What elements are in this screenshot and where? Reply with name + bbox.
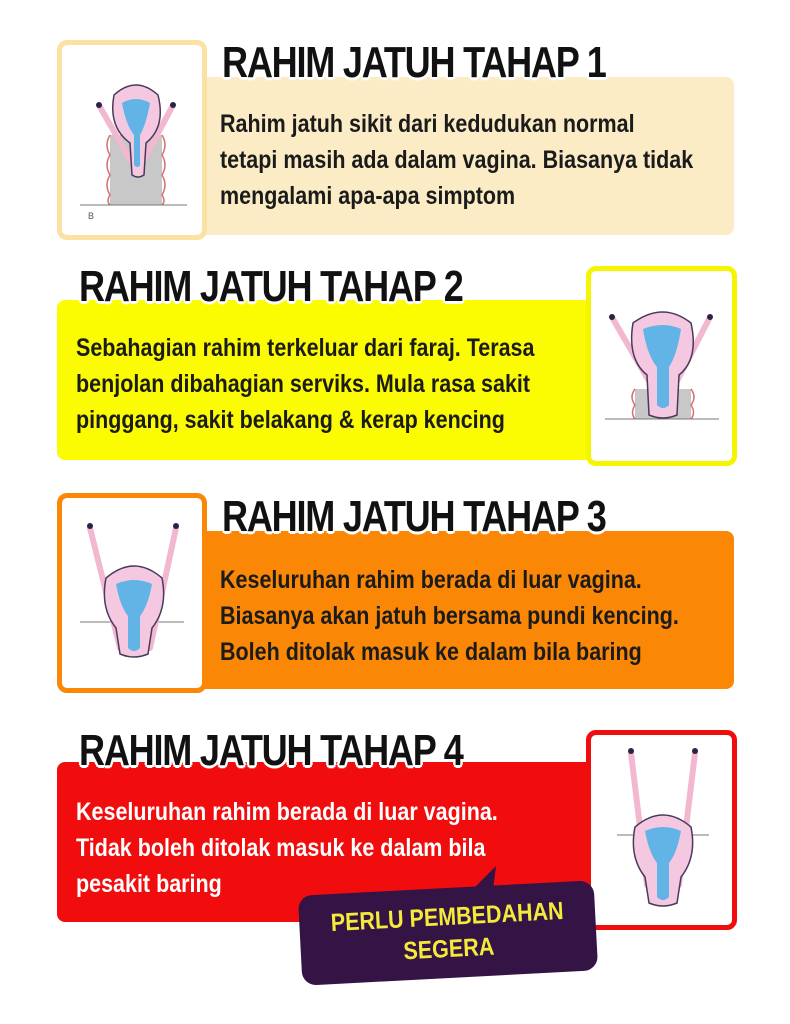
stage-2-title: RAHIM JATUH TAHAP 2	[79, 262, 463, 311]
stage-4-illustration-frame	[586, 730, 737, 930]
stage-3-illustration-frame	[57, 493, 207, 693]
stage-3-line-3: Boleh ditolak masuk ke dalam bila baring	[220, 638, 642, 666]
uterus-stage-3-icon	[62, 498, 202, 688]
stage-1-description	[220, 106, 693, 214]
stage-1-line-1: Rahim jatuh sikit dari kedudukan normal	[220, 110, 635, 138]
badge-line-2: SEGERA	[402, 932, 495, 966]
stage-3-line-2: Biasanya akan jatuh bersama pundi kencing.	[220, 602, 679, 630]
stage-2-description	[76, 330, 534, 438]
stage-4-line-3: pesakit baring	[76, 870, 222, 898]
stage-3-title: RAHIM JATUH TAHAP 3	[222, 492, 606, 541]
stage-1-title: RAHIM JATUH TAHAP 1	[222, 38, 606, 87]
stage-2-line-2: benjolan dibahagian serviks. Mula rasa sakit	[76, 370, 531, 398]
stage-3-description	[220, 562, 679, 670]
uterus-stage-2-icon	[591, 271, 732, 461]
stage-2-line-3: pinggang, sakit belakang & kerap kencing	[76, 406, 505, 434]
stage-2-line-1: Sebahagian rahim terkeluar dari faraj. Terasa	[76, 334, 535, 362]
uterus-stage-1-icon	[62, 45, 202, 235]
urgent-surgery-badge	[298, 880, 598, 985]
uterus-stage-4-icon	[591, 735, 732, 925]
stage-4-line-2: Tidak boleh ditolak masuk ke dalam bila	[76, 834, 486, 862]
badge-line-1: PERLU PEMBEDAHAN	[330, 896, 565, 938]
stage-4-line-1: Keseluruhan rahim berada di luar vagina.	[76, 798, 498, 826]
stage-1-line-2: tetapi masih ada dalam vagina. Biasanya tidak	[220, 146, 694, 174]
stage-1-line-3: mengalami apa-apa simptom	[220, 182, 516, 210]
stage-3-line-1: Keseluruhan rahim berada di luar vagina.	[220, 566, 642, 594]
stage-2-illustration-frame	[586, 266, 737, 466]
figure-label: B	[88, 211, 95, 221]
stage-1-illustration-frame	[57, 40, 207, 240]
stage-4-title: RAHIM JATUH TAHAP 4	[79, 726, 463, 775]
